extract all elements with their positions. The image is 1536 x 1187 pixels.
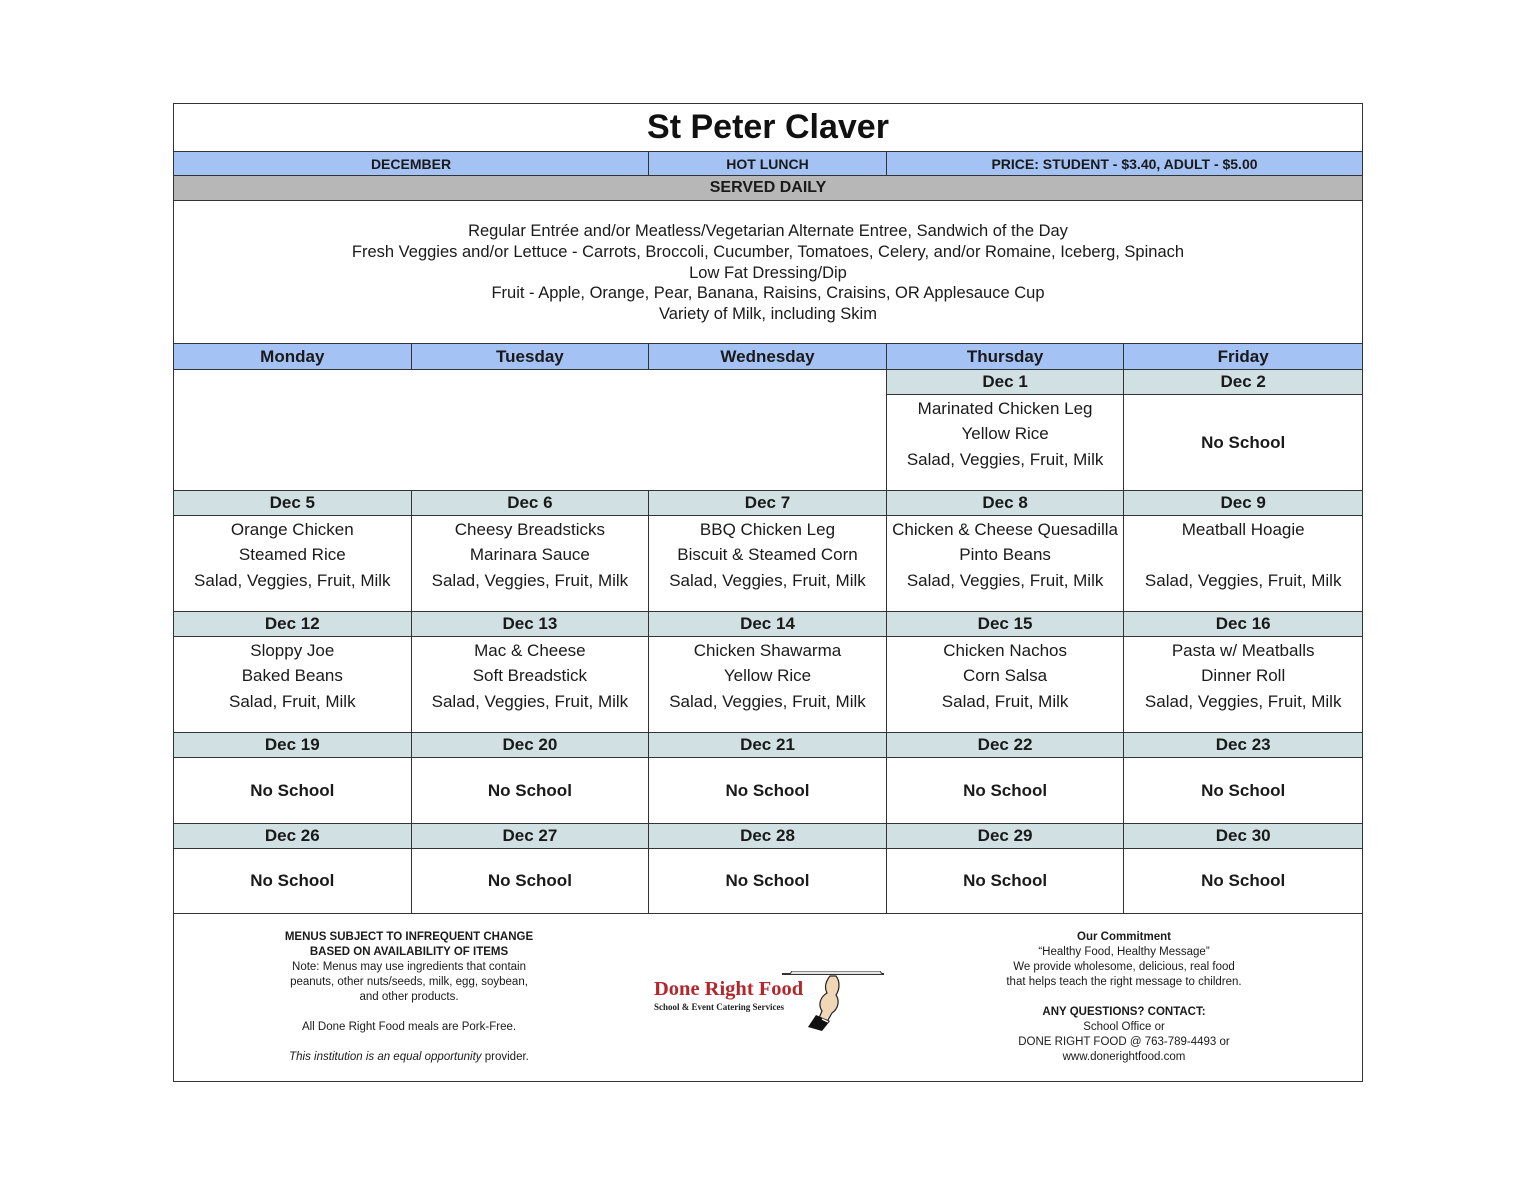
lunch-menu (173, 103, 1363, 1082)
meal-items (887, 516, 1124, 611)
no-school-label: No School (963, 780, 1048, 800)
served-daily-line: Regular Entrée and/or Meatless/Vegetarian Alternate Entree, Sandwich of the Day (468, 222, 1068, 241)
meal-entree: Chicken & Cheese Quesadilla (892, 520, 1119, 539)
week-row (174, 733, 1362, 824)
meal-items (887, 395, 1124, 490)
meal-side: Yellow Rice (723, 666, 812, 686)
contact-phone: DONE RIGHT FOOD @ 763-789-4493 or (1018, 1036, 1230, 1048)
no-school-label: No School (1201, 871, 1286, 891)
day-date: Dec 15 (887, 612, 1124, 637)
day-cell (1124, 733, 1362, 823)
day-cell (174, 491, 412, 611)
day-cell (412, 491, 650, 611)
meal-extras: Salad, Veggies, Fruit, Milk (194, 570, 391, 590)
meal-side: Marinara Sauce (469, 545, 590, 565)
meal-extras: Salad, Veggies, Fruit, Milk (906, 570, 1104, 590)
day-cell (174, 824, 412, 913)
meal-extras: Salad, Fruit, Milk (229, 691, 356, 711)
day-date: Dec 30 (1124, 824, 1362, 849)
weekday-thursday: Thursday (887, 344, 1125, 369)
commitment-heading: Our Commitment (1077, 931, 1171, 943)
meal-items (649, 849, 886, 913)
week-row (174, 370, 1362, 491)
day-date: Dec 8 (887, 491, 1124, 516)
meal-extras: Salad, Fruit, Milk (941, 691, 1069, 711)
day-date: Dec 13 (412, 612, 649, 637)
commitment-slogan: “Healthy Food, Healthy Message” (1038, 946, 1210, 958)
served-daily-list (174, 201, 1362, 344)
weekday-header (174, 344, 1362, 370)
price-label: PRICE: STUDENT - $3.40, ADULT - $5.00 (991, 155, 1258, 172)
day-date: Dec 14 (649, 612, 886, 637)
day-cell (1124, 612, 1362, 732)
served-daily-line: Low Fat Dressing/Dip (689, 263, 847, 282)
allergen-note: Note: Menus may use ingredients that contain (292, 961, 526, 973)
meal-extras: Salad, Veggies, Fruit, Milk (431, 570, 629, 590)
equal-opportunity-rest: provider. (481, 1051, 529, 1063)
meal-entree: Marinated Chicken Leg (917, 399, 1093, 418)
meal-extras: Salad, Veggies, Fruit, Milk (1144, 570, 1342, 590)
day-date: Dec 5 (174, 491, 411, 516)
contact-website: www.donerightfood.com (1062, 1051, 1186, 1063)
day-date: Dec 2 (1124, 370, 1362, 395)
info-row (174, 152, 1362, 176)
meal-items (887, 849, 1124, 913)
pork-free-note: All Done Right Food meals are Pork-Free. (301, 1021, 517, 1033)
served-daily-heading: SERVED DAILY (174, 176, 1362, 201)
day-cell (649, 824, 887, 913)
equal-opportunity-note (234, 1050, 584, 1065)
day-date: Dec 23 (1124, 733, 1362, 758)
weekday-tuesday: Tuesday (412, 344, 650, 369)
logo-tagline: School & Event Catering Services (654, 1002, 784, 1012)
day-date: Dec 16 (1124, 612, 1362, 637)
footer-notice-heading: MENUS SUBJECT TO INFREQUENT CHANGE (284, 931, 534, 943)
day-cell (1124, 370, 1362, 490)
menu-footer (174, 914, 1362, 1083)
school-title: St Peter Claver (174, 104, 1362, 152)
weekday-friday: Friday (1217, 346, 1269, 366)
day-cell (887, 612, 1125, 732)
meal-side: Biscuit & Steamed Corn (677, 545, 858, 565)
meal-side: Pinto Beans (959, 545, 1051, 565)
day-cell (1124, 491, 1362, 611)
allergen-note: peanuts, other nuts/seeds, milk, egg, soybean, (290, 976, 528, 988)
meal-items (174, 849, 411, 913)
footer-commitment (969, 930, 1279, 1065)
day-date: Dec 26 (174, 824, 411, 849)
day-cell (887, 491, 1125, 611)
meal-extras: Salad, Veggies, Fruit, Milk (669, 691, 866, 711)
meal-items (412, 849, 649, 913)
empty-day-cell (412, 370, 650, 490)
meal-side: Yellow Rice (961, 424, 1049, 444)
day-date: Dec 6 (412, 491, 649, 516)
meal-items (174, 637, 411, 732)
meal-items (1124, 758, 1362, 823)
day-cell (412, 612, 650, 732)
day-cell (174, 612, 412, 732)
meal-items (412, 516, 649, 611)
meal-entree: Orange Chicken (230, 520, 354, 539)
day-date: Dec 9 (1124, 491, 1362, 516)
day-date: Dec 22 (887, 733, 1124, 758)
served-daily-line: Fresh Veggies and/or Lettuce - Carrots, Broccoli, Cucumber, Tomatoes, Celery, and/or Romaine, Iceberg, Spinach (351, 242, 1185, 261)
weekday-monday: Monday (174, 344, 412, 369)
meal-items (887, 758, 1124, 823)
day-cell (412, 733, 650, 823)
equal-opportunity-italic: This institution is an equal opportunity (289, 1051, 482, 1063)
meal-items (649, 758, 886, 823)
day-date: Dec 7 (649, 491, 886, 516)
footer-notice-heading: BASED ON AVAILABILITY OF ITEMS (309, 946, 509, 958)
meal-side: Soft Breadstick (472, 666, 588, 686)
day-date: Dec 20 (412, 733, 649, 758)
meal-items (649, 637, 886, 732)
commitment-text: We provide wholesome, delicious, real food (1013, 961, 1235, 973)
allergen-note: and other products. (359, 991, 459, 1003)
day-cell (649, 491, 887, 611)
day-date: Dec 21 (649, 733, 886, 758)
meal-items (174, 516, 411, 611)
day-cell (174, 733, 412, 823)
commitment-text: that helps teach the right message to children. (1006, 976, 1242, 988)
no-school-label: No School (250, 871, 335, 891)
day-date: Dec 1 (887, 370, 1124, 395)
meal-items (412, 758, 649, 823)
meal-side: Dinner Roll (1201, 666, 1286, 686)
day-cell (649, 733, 887, 823)
no-school-label: No School (487, 780, 572, 800)
meal-extras: Salad, Veggies, Fruit, Milk (906, 449, 1104, 469)
meal-side: Steamed Rice (238, 545, 346, 565)
meal-entree: Mac & Cheese (474, 641, 586, 660)
no-school-label: No School (963, 871, 1048, 891)
served-daily-line: Fruit - Apple, Orange, Pear, Banana, Raisins, Craisins, OR Applesauce Cup (491, 284, 1045, 303)
day-cell (412, 824, 650, 913)
day-date: Dec 28 (649, 824, 886, 849)
day-cell (649, 612, 887, 732)
meal-extras: Salad, Veggies, Fruit, Milk (1144, 691, 1342, 711)
empty-day-cell (174, 370, 412, 490)
no-school-label: No School (487, 871, 572, 891)
meal-entree: Pasta w/ Meatballs (1171, 641, 1315, 660)
meal-items (1124, 849, 1362, 913)
logo-name: Done Right Food (654, 978, 804, 1000)
meal-entree: Chicken Nachos (943, 641, 1067, 660)
meal-entree: BBQ Chicken Leg (699, 520, 836, 539)
meal-entree: Sloppy Joe (250, 641, 335, 660)
no-school-label: No School (250, 780, 335, 800)
meal-extras: Salad, Veggies, Fruit, Milk (669, 570, 866, 590)
contact-heading: ANY QUESTIONS? CONTACT: (1042, 1006, 1206, 1018)
month-label: DECEMBER (174, 152, 649, 175)
meal-items (412, 637, 649, 732)
empty-day-cell (649, 370, 887, 490)
day-date: Dec 27 (412, 824, 649, 849)
serving-tray-hand-icon (652, 971, 888, 1031)
day-date: Dec 29 (887, 824, 1124, 849)
weekday-wednesday: Wednesday (649, 344, 887, 369)
meal-side: Corn Salsa (963, 666, 1048, 686)
served-daily-line: Variety of Milk, including Skim (659, 305, 877, 324)
meal-items (174, 758, 411, 823)
meal-items (1124, 637, 1362, 732)
day-date: Dec 12 (174, 612, 411, 637)
done-right-food-logo (652, 971, 888, 1031)
no-school-label: No School (1201, 780, 1286, 800)
meal-items (887, 637, 1124, 732)
footer-notes (234, 930, 584, 1065)
meal-entree: Cheesy Breadsticks (454, 520, 605, 539)
meal-items (1124, 395, 1362, 490)
day-cell (887, 370, 1125, 490)
meal-items (1124, 516, 1362, 611)
week-row (174, 612, 1362, 733)
program-label: HOT LUNCH (649, 152, 887, 175)
meal-items (649, 516, 886, 611)
day-cell (887, 824, 1125, 913)
day-cell (887, 733, 1125, 823)
contact-line: School Office or (1083, 1021, 1165, 1033)
meal-entree: Chicken Shawarma (693, 641, 842, 660)
meal-entree: Meatball Hoagie (1181, 520, 1305, 539)
no-school-label: No School (1201, 432, 1286, 452)
week-row (174, 491, 1362, 612)
meal-side: Baked Beans (241, 666, 343, 686)
day-date: Dec 19 (174, 733, 411, 758)
meal-extras: Salad, Veggies, Fruit, Milk (431, 691, 629, 711)
no-school-label: No School (725, 780, 810, 800)
no-school-label: No School (725, 871, 810, 891)
week-row (174, 824, 1362, 914)
day-cell (1124, 824, 1362, 913)
